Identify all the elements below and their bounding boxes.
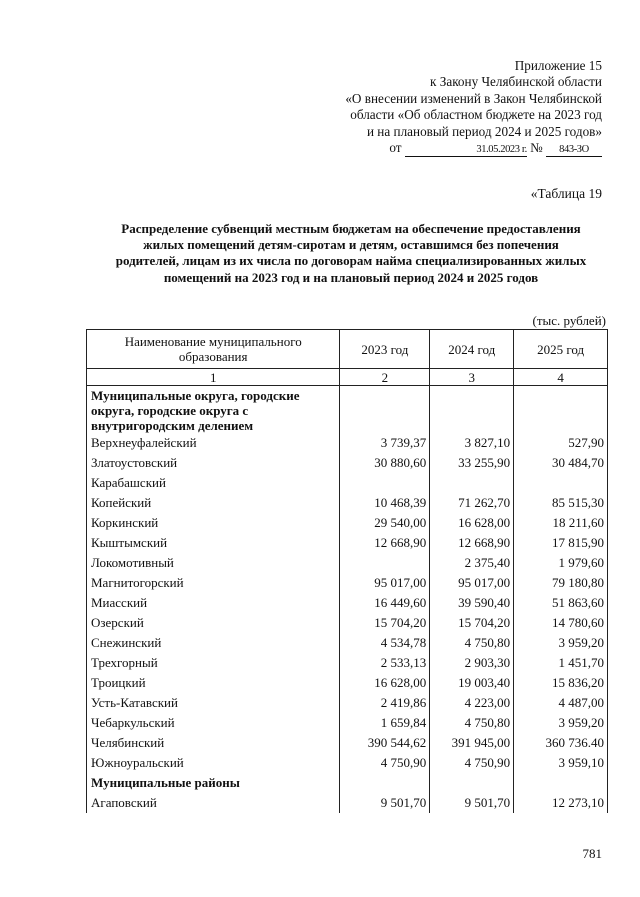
value-2025: 18 211,60 — [514, 513, 608, 533]
value-2025: 3 959,20 — [514, 633, 608, 653]
section-heading: Муниципальные округа, городские округа, городские округа с внутригородским делением — [87, 386, 340, 434]
table-row — [87, 753, 608, 773]
table-row — [87, 793, 608, 813]
page-number: 781 — [582, 846, 602, 861]
municipality-name: Южноуральский — [87, 753, 340, 773]
from-label: от — [389, 140, 402, 156]
value-2025: 1 451,70 — [514, 653, 608, 673]
value-2025: 17 815,90 — [514, 533, 608, 553]
municipality-name: Магнитогорский — [87, 573, 340, 593]
value-2024: 4 223,00 — [430, 693, 514, 713]
header-municipality: Наименование муниципального образования — [87, 330, 340, 369]
table-row — [87, 613, 608, 633]
municipality-name: Чебаркульский — [87, 713, 340, 733]
title-line: жилых помещений детям-сиротам и детям, оставшимся без попечения — [143, 237, 559, 253]
table-label: «Таблица 19 — [530, 186, 602, 201]
value-2023: 3 739,37 — [340, 433, 430, 453]
municipality-name: Верхнеуфалейский — [87, 433, 340, 453]
value-2024: 39 590,40 — [430, 593, 514, 613]
column-index: 4 — [514, 369, 608, 386]
value-2025 — [514, 473, 608, 493]
value-2024: 19 003,40 — [430, 673, 514, 693]
value-2024: 391 945,00 — [430, 733, 514, 753]
value-2024: 15 704,20 — [430, 613, 514, 633]
value-2025: 51 863,60 — [514, 593, 608, 613]
table-row — [87, 533, 608, 553]
value-2023 — [340, 473, 430, 493]
appendix-line: области «Об областном бюджете на 2023 год — [350, 107, 602, 123]
value-2025: 360 736.40 — [514, 733, 608, 753]
table-row — [87, 553, 608, 573]
value-2025: 12 273,10 — [514, 793, 608, 813]
table-row — [87, 493, 608, 513]
column-index: 1 — [87, 369, 340, 386]
value-2025: 30 484,70 — [514, 453, 608, 473]
value-2025: 527,90 — [514, 433, 608, 453]
municipality-name: Златоустовский — [87, 453, 340, 473]
value-2023: 12 668,90 — [340, 533, 430, 553]
law-reference — [345, 140, 602, 157]
appendix-line: и на плановый период 2024 и 2025 годов» — [366, 123, 602, 139]
value-2024: 4 750,80 — [430, 633, 514, 653]
table-row — [87, 673, 608, 693]
value-2025: 79 180,80 — [514, 573, 608, 593]
table-row — [87, 573, 608, 593]
value-2024: 2 903,30 — [430, 653, 514, 673]
value-2023: 10 468,39 — [340, 493, 430, 513]
value-2024: 3 827,10 — [430, 433, 514, 453]
units-label: (тыс. рублей) — [532, 313, 606, 328]
number-label: № — [530, 140, 543, 156]
value-2023: 16 449,60 — [340, 593, 430, 613]
municipality-name: Челябинский — [87, 733, 340, 753]
document-title — [86, 221, 616, 286]
title-line: родителей, лицам из их числа по договорам найма специализированных жилых — [115, 253, 587, 269]
value-2025: 1 979,60 — [514, 553, 608, 573]
municipality-name: Снежинский — [87, 633, 340, 653]
value-2024: 9 501,70 — [430, 793, 514, 813]
value-2024: 12 668,90 — [430, 533, 514, 553]
table-row — [87, 513, 608, 533]
municipality-name: Усть-Катавский — [87, 693, 340, 713]
title-line: Распределение субвенций местным бюджетам на обеспечение предоставления — [121, 221, 581, 236]
value-2024: 2 375,40 — [430, 553, 514, 573]
value-2024: 71 262,70 — [430, 493, 514, 513]
table-row — [87, 453, 608, 473]
municipality-name: Копейский — [87, 493, 340, 513]
value-2023: 2 533,13 — [340, 653, 430, 673]
value-2023: 9 501,70 — [340, 793, 430, 813]
value-2024: 4 750,90 — [430, 753, 514, 773]
value-2023: 1 659,84 — [340, 713, 430, 733]
value-2023 — [340, 553, 430, 573]
section-heading-row — [87, 386, 608, 434]
section-heading-row — [87, 773, 608, 793]
subsidy-table — [86, 329, 608, 813]
header-2024: 2024 год — [430, 330, 514, 369]
value-2025: 3 959,10 — [514, 753, 608, 773]
value-2024: 16 628,00 — [430, 513, 514, 533]
value-2025: 15 836,20 — [514, 673, 608, 693]
table-row — [87, 693, 608, 713]
table-row — [87, 733, 608, 753]
municipality-name: Трехгорный — [87, 653, 340, 673]
table-row — [87, 433, 608, 453]
value-2023: 2 419,86 — [340, 693, 430, 713]
appendix-line: Приложение 15 — [514, 58, 602, 73]
municipality-name: Троицкий — [87, 673, 340, 693]
value-2023: 4 534,78 — [340, 633, 430, 653]
municipality-name: Кыштымский — [87, 533, 340, 553]
value-2023: 390 544,62 — [340, 733, 430, 753]
municipality-name: Миасский — [87, 593, 340, 613]
column-index-row — [87, 369, 608, 386]
law-date: 31.05.2023 г. — [405, 143, 527, 157]
value-2024: 4 750,80 — [430, 713, 514, 733]
value-2023: 29 540,00 — [340, 513, 430, 533]
appendix-line: к Закону Челябинской области — [430, 74, 602, 90]
column-index: 3 — [430, 369, 514, 386]
table-row — [87, 653, 608, 673]
municipality-name: Карабашский — [87, 473, 340, 493]
table-row — [87, 633, 608, 653]
section-heading: Муниципальные районы — [87, 773, 340, 793]
municipality-name: Локомотивный — [87, 553, 340, 573]
value-2023: 95 017,00 — [340, 573, 430, 593]
appendix-header — [345, 58, 602, 157]
value-2024: 95 017,00 — [430, 573, 514, 593]
value-2023: 16 628,00 — [340, 673, 430, 693]
law-number: 843-ЗО — [546, 143, 602, 157]
header-row — [87, 330, 608, 369]
municipality-name: Агаповский — [87, 793, 340, 813]
municipality-name: Коркинский — [87, 513, 340, 533]
municipality-name: Озерский — [87, 613, 340, 633]
value-2025: 85 515,30 — [514, 493, 608, 513]
value-2025: 14 780,60 — [514, 613, 608, 633]
table-row — [87, 713, 608, 733]
table-row — [87, 593, 608, 613]
header-2023: 2023 год — [340, 330, 430, 369]
value-2023: 4 750,90 — [340, 753, 430, 773]
value-2023: 15 704,20 — [340, 613, 430, 633]
value-2023: 30 880,60 — [340, 453, 430, 473]
value-2025: 4 487,00 — [514, 693, 608, 713]
value-2024: 33 255,90 — [430, 453, 514, 473]
table-row — [87, 473, 608, 493]
header-2025: 2025 год — [514, 330, 608, 369]
title-line: помещений на 2023 год и на плановый период 2024 и 2025 годов — [163, 269, 539, 285]
appendix-line: «О внесении изменений в Закон Челябинской — [345, 90, 602, 106]
value-2024 — [430, 473, 514, 493]
column-index: 2 — [340, 369, 430, 386]
value-2025: 3 959,20 — [514, 713, 608, 733]
